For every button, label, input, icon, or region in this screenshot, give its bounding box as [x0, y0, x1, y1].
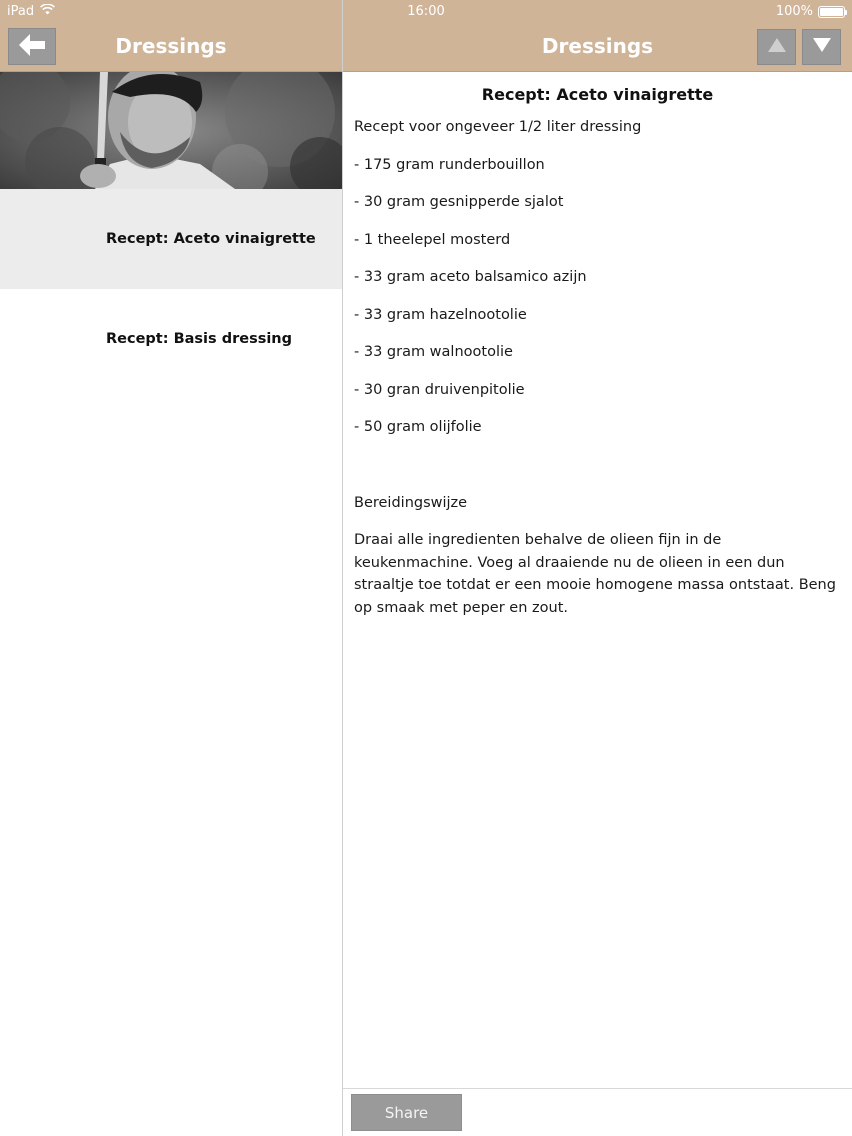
next-recipe-button[interactable] — [802, 29, 841, 65]
previous-recipe-button[interactable] — [757, 29, 796, 65]
share-button[interactable]: Share — [351, 1094, 462, 1131]
battery-percentage: 100% — [775, 4, 813, 19]
list-item-label: Recept: Basis dressing — [106, 331, 293, 347]
battery-icon — [818, 6, 845, 18]
recipe-intro: Recept voor ongeveer 1/2 liter dressing — [354, 119, 642, 135]
list-item-label: Recept: Aceto vinaigrette — [106, 231, 316, 247]
ingredient-line: - 1 theelepel mosterd — [354, 231, 511, 248]
ingredient-line: - 50 gram olijfolie — [354, 419, 482, 435]
device-label: iPad — [7, 4, 35, 19]
status-bar-right — [776, 4, 845, 19]
ingredient-line: - 30 gram gesnipperde sjalot — [354, 194, 564, 210]
list-item-basis-dressing[interactable] — [0, 289, 342, 389]
ingredient-line: - 33 gram walnootolie — [354, 344, 513, 360]
ingredient-line: - 175 gram runderbouillon — [354, 156, 545, 173]
bottom-toolbar — [343, 1088, 852, 1136]
preparation-label: Bereidingswijze — [354, 494, 468, 511]
triangle-up-icon — [767, 37, 787, 57]
status-time: 16:00 — [407, 4, 445, 19]
left-pane-title: Dressings — [115, 34, 227, 58]
preparation-text: Draai alle ingredienten behalve de olieen fijn in de keukenmachine. Voeg al draaiende nu de olieen in een dun straaltje toe totdat er een mooie homogene massa ontstaat. Beng op smaak met peper en zout. — [354, 532, 836, 616]
chef-photo — [0, 72, 342, 189]
right-pane-title: Dressings — [541, 34, 654, 58]
recipe-detail — [343, 72, 852, 1088]
list-item-aceto-vinaigrette[interactable] — [0, 189, 342, 289]
recipe-title: Recept: Aceto vinaigrette — [481, 85, 714, 104]
ingredient-line: - 30 gran druivenpitolie — [354, 381, 525, 398]
battery-level — [820, 8, 843, 16]
ingredient-line: - 33 gram aceto balsamico azijn — [354, 269, 587, 285]
triangle-down-icon — [812, 37, 832, 57]
ingredient-line: - 33 gram hazelnootolie — [354, 306, 527, 323]
